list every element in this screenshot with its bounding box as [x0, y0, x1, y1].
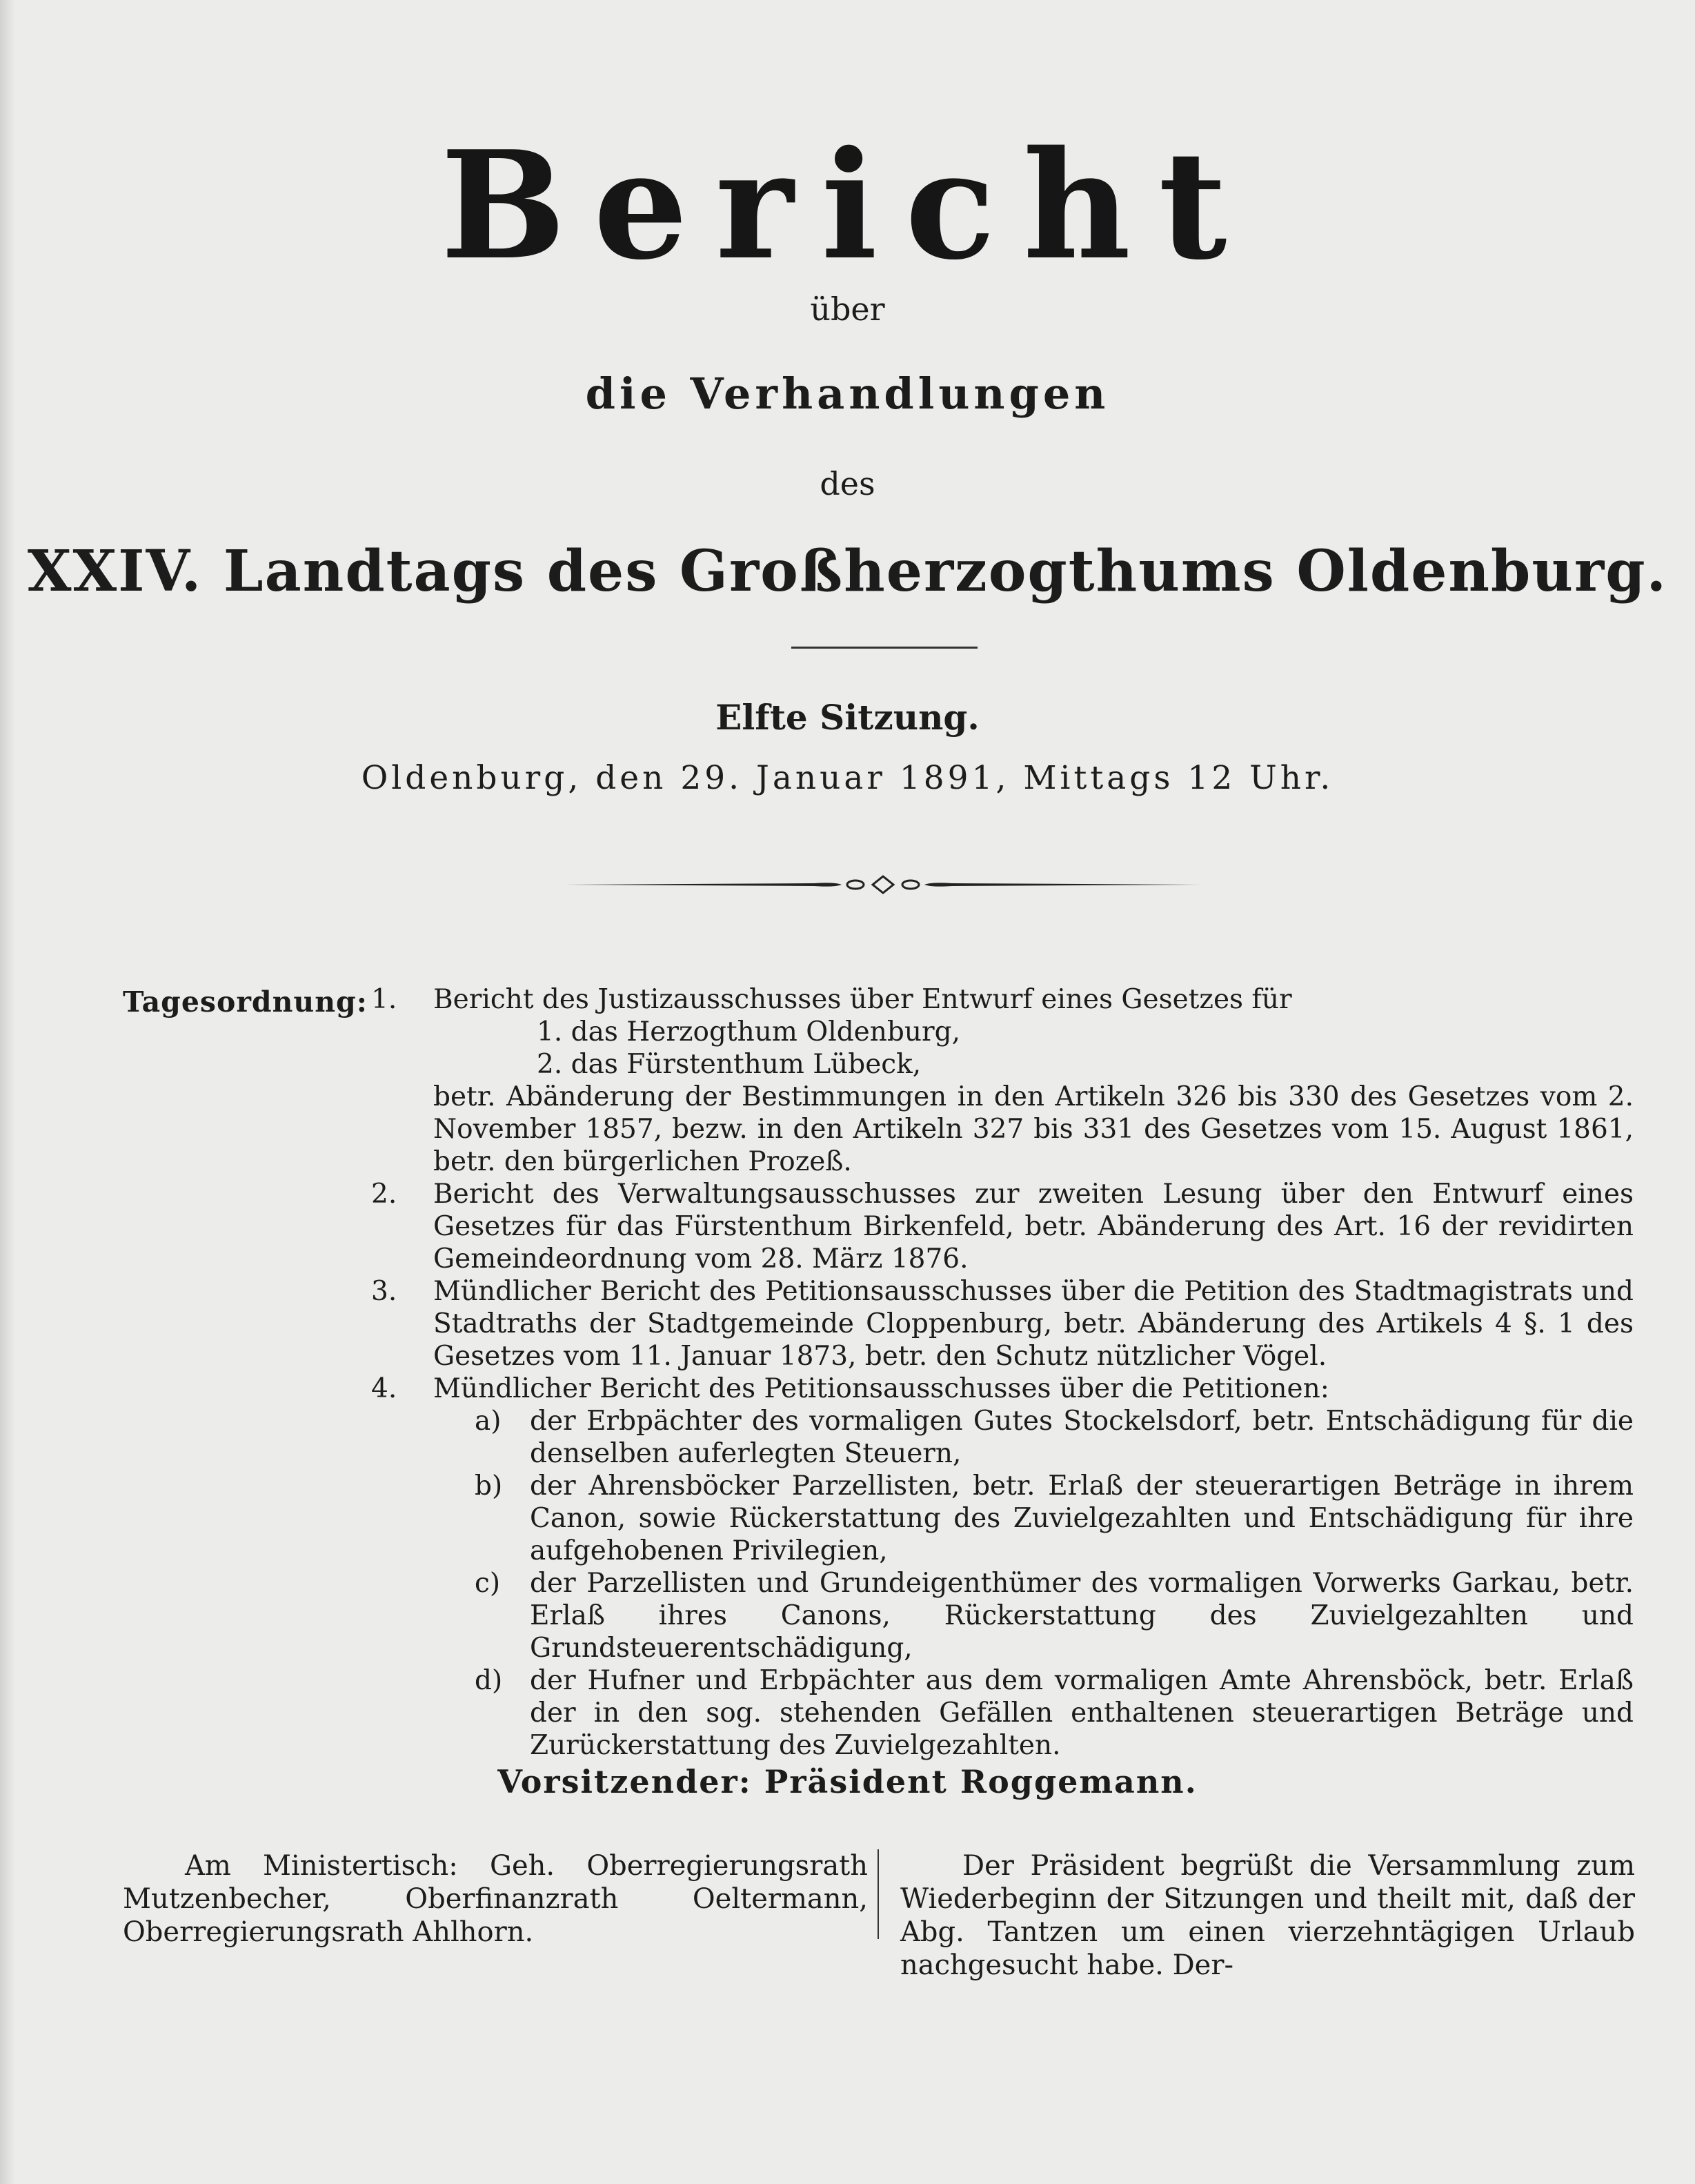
ornament-divider-icon: [566, 871, 1200, 898]
agenda-item-4: [371, 1373, 1634, 1762]
agenda-letter-item: d) der Hufner und Erbpächter aus dem vormaligen Amte Ahrensböck, betr. Erlaß der in den sog. stehenden Gefällen enthaltenen steuerartigen Beträge und Zurückerstattung des Zuvielgezahlten.: [475, 1665, 1634, 1761]
agenda-item-text: Mündlicher Bericht des Petitionsausschusses über die Petition des Stadtmagistrats und Stadtraths der Stadtgemeinde Cloppenburg, betr. Abänderung des Artikels 4 §. 1 des Gesetzes vom 11. Januar 1873, betr. den Schutz nützlicher Vögel.: [433, 1276, 1634, 1372]
agenda-item-text: Bericht des Justizausschusses über Entwurf eines Gesetzes für: [433, 984, 1292, 1015]
binding-gutter: [0, 0, 15, 2184]
agenda-list: [371, 983, 1634, 1762]
agenda-item-number: 2.: [371, 1179, 397, 1210]
session-heading: Elfte Sitzung.: [715, 697, 980, 738]
agenda-letter-item: c) der Parzellisten und Grundeigenthümer des vormaligen Vorwerks Garkau, betr. Erlaß ihres Canons, Rückerstattung des Zuvielgezahlten und Grundsteuerentschädigung,: [475, 1568, 1634, 1664]
agenda-item-text: betr. Abänderung der Bestimmungen in den Artikeln 326 bis 330 des Gesetzes vom 2. November 1857, bezw. in den Artikeln 327 bis 331 des Gesetzes vom 15. August 1861, betr. den bürgerlichen Prozeß.: [433, 1081, 1634, 1177]
agenda-subitem: 2. das Fürstenthum Lübeck,: [537, 1049, 922, 1080]
agenda-subitem: 1. das Herzogthum Oldenburg,: [537, 1016, 960, 1047]
column-divider: [878, 1849, 879, 1939]
agenda-item-1: [371, 983, 1634, 1178]
agenda-letter-item: a) der Erbpächter des vormaligen Gutes Stockelsdorf, betr. Entschädigung für die denselben auferlegten Steuern,: [475, 1406, 1634, 1469]
document-title: Bericht: [440, 118, 1255, 293]
chair-heading: Vorsitzender: Präsident Roggemann.: [497, 1763, 1198, 1800]
agenda-item-number: 4.: [371, 1373, 397, 1404]
agenda-item-3: [371, 1275, 1634, 1373]
landtag-heading: XXIV. Landtags des Großherzogthums Oldenburg.: [27, 538, 1668, 604]
agenda-item-text: Mündlicher Bericht des Petitionsausschusses über die Petitionen:: [433, 1373, 1329, 1404]
agenda-item-number: 1.: [371, 984, 397, 1015]
subtitle-ueber: über: [810, 291, 885, 328]
right-column-text: Der Präsident begrüßt die Versammlung zum Wiederbeginn der Sitzungen und theilt mit, daß der Abg. Tantzen um einen vierzehntägigen Urlaub nachgesucht habe. Der-: [900, 1850, 1635, 1981]
subtitle-des: des: [820, 465, 875, 502]
agenda-item-text: Bericht des Verwaltungsausschusses zur zweiten Lesung über den Entwurf eines Gesetzes für das Fürstenthum Birkenfeld, betr. Abänderung des Art. 16 der revidirten Gemeindeordnung vom 28. März 1876.: [433, 1179, 1634, 1275]
left-column-text: Am Ministertisch: Geh. Oberregierungsrath Mutzenbecher, Oberfinanzrath Oeltermann, Oberregierungsrath Ahlhorn.: [123, 1850, 868, 1948]
agenda-item-number: 3.: [371, 1276, 397, 1307]
agenda-item-2: [371, 1178, 1634, 1275]
dateline: Oldenburg, den 29. Januar 1891, Mittags 12 Uhr.: [361, 759, 1334, 797]
subtitle-verhandlungen: die Verhandlungen: [585, 368, 1110, 419]
short-rule: [791, 647, 978, 649]
agenda-label: Tagesordnung:: [123, 985, 368, 1019]
agenda-letter-item: b) der Ahrensböcker Parzellisten, betr. Erlaß der steuerartigen Beträge in ihrem Canon, sowie Rückerstattung des Zuvielgezahlten und Entschädigung für ihre aufgehobenen Privilegien,: [475, 1470, 1634, 1566]
